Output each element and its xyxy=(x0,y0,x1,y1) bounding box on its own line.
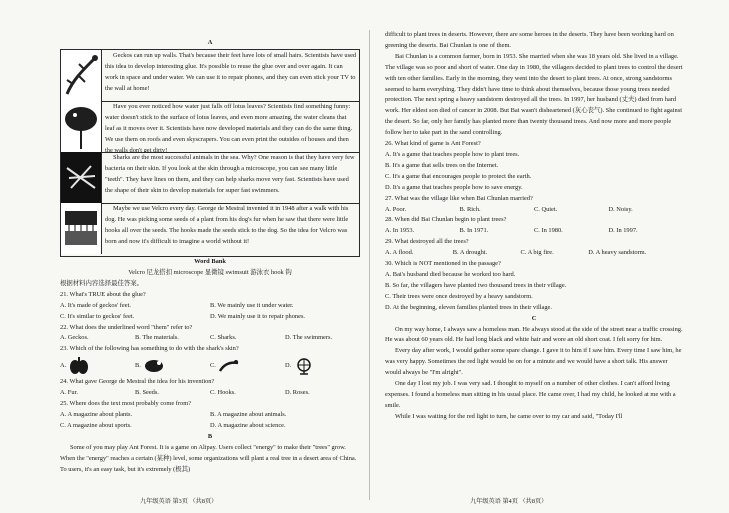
passage-a-row xyxy=(61,101,359,153)
question-22: 22. What does the underlined word "them" refer to? xyxy=(60,323,193,331)
passage-c-paragraph: Every day after work, I would gather some spare change. I gave it to him if I saw him. Every time I saw him, he was very happy. Sometimes the red light would be on for a minute and we would have a short talk. His answer would always be "I'm alright". xyxy=(385,347,682,377)
option[interactable]: C. A magazine about sports. xyxy=(60,421,132,429)
option[interactable]: A. Poor. xyxy=(385,205,407,213)
question-28-options xyxy=(385,226,683,237)
option[interactable]: D. A heavy sandstorm. xyxy=(588,249,647,257)
passage-b-paragraph: Some of you may play Ant Forest. It is a game on Alipay. Users collect "energy" to make their "trees" grow. When the "energy" reaches a certain (某种) level, some organizations will plant a real tree in a desert area of China. To users, it's an easy task, but it's extremely (极其) xyxy=(60,443,357,473)
option[interactable]: B. We mainly use it under water. xyxy=(210,301,294,309)
question-27: 27. What was the village like when Bai Chunlan married? xyxy=(385,194,533,202)
option[interactable]: C. A big fire. xyxy=(520,249,554,257)
option[interactable]: A. Fur. xyxy=(60,389,78,397)
option[interactable]: C. Hooks. xyxy=(210,389,236,397)
instruction: 根据材料内容选择最佳答案。 xyxy=(60,279,144,287)
option[interactable]: A. Bai's husband died because he worked too hard. xyxy=(385,270,516,278)
option[interactable]: A. In 1953. xyxy=(385,227,415,235)
section-b-heading: B xyxy=(207,432,213,440)
option[interactable]: D. xyxy=(285,357,360,375)
option[interactable]: B. So far, the villagers have planted two thousand trees in their village. xyxy=(385,281,567,289)
option[interactable]: B. A drought. xyxy=(452,249,488,257)
option[interactable]: A. xyxy=(60,357,135,375)
question-24: 24. What gave George de Mestral the idea for his invention? xyxy=(60,378,215,386)
option[interactable]: B. Seeds. xyxy=(135,389,159,397)
question-25: 25. Where does the text most probably come from? xyxy=(60,400,192,408)
option[interactable]: B. A magazine about animals. xyxy=(210,410,287,418)
option[interactable]: D. We mainly use it to repair phones. xyxy=(210,312,306,320)
passage-b-paragraph: Bai Chunlan is a common farmer, born in 1953. She married when she was 18 years old. She lived in a village. The village was so poor and short of water. One day in 1980, the villagers decided to plant trees to control the desert with ten other families. Early in the morning, they went into the desert to plant trees. At once, strong sandstorms seemed to harm everything. They didn't have time to think about themselves, because those young trees needed protection. The next spring a heavy sandstorm destroyed all the trees. In 1997, her husband (丈夫) died from hard work. Her eldest son died of cancer in 2008. But Bai wasn't disheartened (灰心丧气). She continued to fight against the desert. So far, only her family has planted more than twenty thousand trees. And now more and more people follow her to take part in the sand controlling. xyxy=(385,52,683,137)
option[interactable]: D. Roses. xyxy=(285,389,310,397)
passage-c-paragraph: One day I lost my job. I was very sad. I thought to myself on a number of other clothes. I can't afford living expenses. I found a homeless man sitting in his usual place. He came over, I had my child, he looked at me with a smile. xyxy=(385,380,676,409)
question-29-options xyxy=(385,248,683,259)
question-30: 30. Which is NOT mentioned in the passage? xyxy=(385,260,501,268)
fan-icon xyxy=(293,357,315,375)
question-21: 21. What's TRUE about the glue? xyxy=(60,290,146,298)
option[interactable]: D. A magazine about science. xyxy=(210,421,286,429)
option[interactable]: B. Rich. xyxy=(459,205,481,213)
question-25-options xyxy=(60,410,360,421)
section-c-heading: C xyxy=(531,314,537,322)
passage-a-paragraph: Sharks are the most successful animals in the sea. Why? One reason is that they have very few bacteria on their skin. If you look at the skin through a microscope, you can see many little "teeth". They have lines on them, and they can help sharks move very fast. Scientists have used the shape of their skin to develop materials for super fast swimmers. xyxy=(105,154,355,194)
question-29: 29. What destroyed all the trees? xyxy=(385,238,469,246)
option[interactable]: D. At the beginning, eleven families planted trees in their village. xyxy=(385,303,552,311)
passage-a-paragraph: Maybe we use Velcro every day. George de Mestral invented it in 1948 after a walk with his dog. He was picking some seeds of a plant from his dog's fur when he saw that there were little hooks all over the seeds. The hooks made the seeds stick to the dog. So the idea for Velcro was born and now it's difficult to imagine a world without it! xyxy=(105,205,349,245)
option[interactable]: D. It's a game that teaches people how to save energy. xyxy=(385,183,523,191)
question-21-options xyxy=(60,301,360,312)
option[interactable]: B. xyxy=(135,357,210,375)
lungs-icon xyxy=(68,357,90,375)
passage-a-row xyxy=(61,152,359,204)
option[interactable]: C. It's similar to geckos' feet. xyxy=(60,312,135,320)
left-column xyxy=(60,38,360,476)
passage-a-row xyxy=(61,203,359,254)
question-24-options xyxy=(60,388,360,399)
passage-a-table xyxy=(60,49,360,257)
diver-icon xyxy=(143,357,165,375)
word-bank-title: Word Bank xyxy=(194,258,226,265)
question-27-options xyxy=(385,205,683,216)
swimmer-icon xyxy=(218,357,240,375)
question-28: 28. When did Bai Chunlan begin to plant trees? xyxy=(385,216,507,224)
option[interactable]: C. In 1980. xyxy=(534,227,563,235)
passage-a-paragraph: Have you ever noticed how water just falls off lotus leaves? Scientists find something funny: water doesn't stick to the surface of lotus leaves, and even more amazing, the water cleans that leaf as it moves over it. Scientists have now developed materials and they can do the same thing. We use them on roofs and even skyscrapers. You can even print the outsides of houses and then the walls don't get dirty! xyxy=(105,103,353,153)
passage-a-row xyxy=(61,50,359,102)
option[interactable]: A. Geckos. xyxy=(60,334,89,342)
question-23-options xyxy=(60,355,360,377)
option[interactable]: A. It's a game that teaches people how to plant trees. xyxy=(385,150,520,158)
option[interactable]: C. Sharks. xyxy=(210,334,237,342)
option[interactable]: A. It's made of geckos' feet. xyxy=(60,301,131,309)
question-23: 23. Which of the following has something to do with the shark's skin? xyxy=(60,345,239,353)
option[interactable]: A. A magazine about plants. xyxy=(60,410,133,418)
option[interactable]: B. The materials. xyxy=(135,334,179,342)
passage-c-paragraph: On my way home, I always saw a homeless man. He always stood at the side of the street near a traffic crossing. He was about 60 years old. He had long black and white hair and wore an old short coat. I felt sorry for him. xyxy=(385,325,683,344)
page-divider xyxy=(369,30,370,500)
option[interactable]: C. It's a game that encourages people to protect the earth. xyxy=(385,172,532,180)
question-25-options xyxy=(60,421,360,432)
shark-skin-icon xyxy=(61,152,102,203)
option[interactable]: C. Their trees were once destroyed by a heavy sandstorm. xyxy=(385,292,533,300)
question-26: 26. What kind of game is Ant Forest? xyxy=(385,140,481,148)
question-21-options xyxy=(60,312,360,323)
right-column xyxy=(385,30,683,423)
option[interactable]: B. In 1971. xyxy=(459,227,489,235)
page-footer: 九年级英语 第4页 （共8页） xyxy=(470,498,548,505)
gecko-icon xyxy=(61,50,102,101)
velcro-icon xyxy=(61,203,102,254)
option[interactable]: C. Quiet. xyxy=(534,205,558,213)
option[interactable]: B. It's a game that sells trees on the Internet. xyxy=(385,161,499,169)
passage-b-paragraph: difficult to plant trees in deserts. However, there are some heroes in the deserts. They have been working hard on greening the deserts. Bai Chunlan is one of them. xyxy=(385,31,674,49)
option[interactable]: C. xyxy=(210,357,285,375)
option[interactable]: A. A flood. xyxy=(385,249,414,257)
passage-a-paragraph: Geckos can run up walls. That's because their feet have lots of small hairs. Scientists have used this idea to develop interesting glue. It's possible to reuse the glue over and over again. It can work in space and under water. We can use it to repair phones, and they can even stick your TV to the wall at home! xyxy=(105,52,357,92)
word-bank: Velcro 尼龙搭扣 microscope 显微镜 swimsuit 游泳衣 hook 钩 xyxy=(128,269,292,276)
section-a-heading: A xyxy=(207,39,213,46)
page-footer: 九年级英语 第3页 （共8页） xyxy=(140,498,218,505)
question-22-options xyxy=(60,333,360,344)
lotus-leaf-icon xyxy=(61,101,102,152)
passage-c-paragraph: While I was waiting for the red light to turn, he came over to my car and said, "Today I'll xyxy=(395,412,623,420)
option[interactable]: D. The swimmers. xyxy=(285,334,333,342)
option[interactable]: D. Noisy. xyxy=(608,205,633,213)
option[interactable]: D. In 1997. xyxy=(608,227,638,235)
